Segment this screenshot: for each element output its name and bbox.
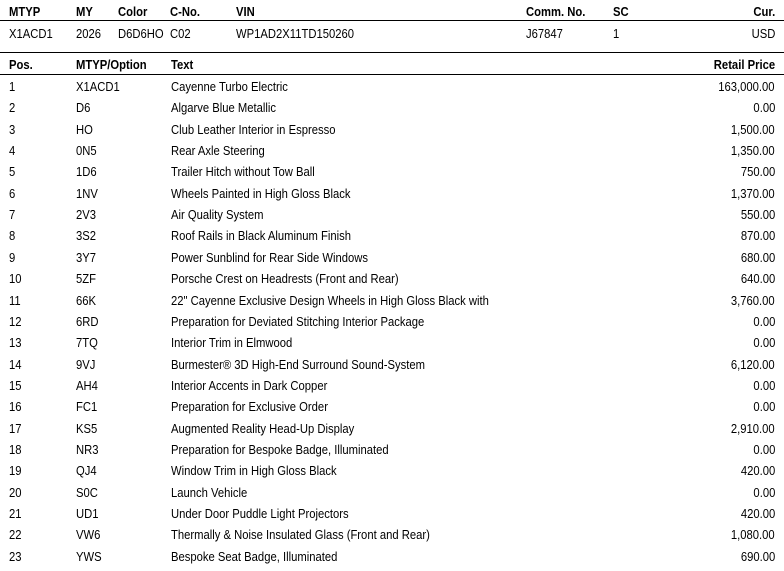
row-retail-price: 0.00 <box>753 400 775 415</box>
pos-column-header: Pos. <box>9 58 33 72</box>
row-description: Thermally & Noise Insulated Glass (Front and Rear) <box>171 528 430 543</box>
row-retail-price: 1,500.00 <box>731 122 775 137</box>
table-row <box>0 486 784 508</box>
row-description: Trailer Hitch without Tow Ball <box>171 165 315 180</box>
row-pos: 3 <box>9 122 16 137</box>
table-row <box>0 272 784 294</box>
table-row <box>0 550 784 571</box>
row-retail-price: 3,760.00 <box>731 293 775 308</box>
row-option-code: 3Y7 <box>76 250 97 265</box>
row-retail-price: 0.00 <box>753 336 775 351</box>
table-row <box>0 294 784 316</box>
row-retail-price: 0.00 <box>753 442 775 457</box>
row-description: Window Trim in High Gloss Black <box>171 464 337 479</box>
row-pos: 16 <box>9 400 22 415</box>
table-row <box>0 251 784 273</box>
mtyp-value: X1ACD1 <box>9 27 53 41</box>
table-row <box>0 229 784 251</box>
table-row <box>0 358 784 380</box>
row-pos: 9 <box>9 250 16 265</box>
row-option-code: KS5 <box>76 421 98 436</box>
row-retail-price: 1,080.00 <box>731 528 775 543</box>
row-pos: 8 <box>9 229 16 244</box>
section-divider <box>0 52 784 53</box>
row-option-code: 1D6 <box>76 165 97 180</box>
row-pos: 5 <box>9 165 16 180</box>
row-option-code: S0C <box>76 485 98 500</box>
row-pos: 4 <box>9 144 16 159</box>
c-no-label: C-No. <box>170 5 200 19</box>
row-option-code: D6 <box>76 101 91 116</box>
row-description: Porsche Crest on Headrests (Front and Rear) <box>171 272 399 287</box>
row-option-code: 6RD <box>76 314 99 329</box>
row-option-code: 7TQ <box>76 336 98 351</box>
row-pos: 2 <box>9 101 16 116</box>
color-label: Color <box>118 5 148 19</box>
row-option-code: FC1 <box>76 400 98 415</box>
options-table-header <box>0 58 784 80</box>
table-row <box>0 315 784 337</box>
row-retail-price: 680.00 <box>740 250 775 265</box>
row-description: Interior Accents in Dark Copper <box>171 378 328 393</box>
row-description: Interior Trim in Elmwood <box>171 336 293 351</box>
row-option-code: 2V3 <box>76 208 97 223</box>
row-retail-price: 0.00 <box>753 485 775 500</box>
table-row <box>0 144 784 166</box>
row-pos: 11 <box>9 293 21 308</box>
row-pos: 23 <box>9 549 22 564</box>
vin-value: WP1AD2X11TD150260 <box>236 27 354 41</box>
table-row <box>0 507 784 529</box>
table-row <box>0 443 784 465</box>
table-header-divider <box>0 74 784 75</box>
row-pos: 6 <box>9 186 16 201</box>
row-description: Preparation for Bespoke Badge, Illuminated <box>171 442 389 457</box>
row-description: 22" Cayenne Exclusive Design Wheels in High Gloss Black with <box>171 293 489 308</box>
row-option-code: 3S2 <box>76 229 97 244</box>
row-retail-price: 690.00 <box>740 549 775 564</box>
row-option-code: X1ACD1 <box>76 80 120 94</box>
table-row <box>0 101 784 123</box>
header-divider <box>0 20 784 21</box>
row-pos: 14 <box>9 357 22 372</box>
price-column-header: Retail Price <box>713 58 775 72</box>
row-retail-price: 0.00 <box>753 378 775 393</box>
row-option-code: 0N5 <box>76 144 97 159</box>
row-retail-price: 750.00 <box>740 165 775 180</box>
row-retail-price: 0.00 <box>753 314 775 329</box>
row-option-code: 9VJ <box>76 357 96 372</box>
currency-value: USD <box>751 27 775 41</box>
row-pos: 17 <box>9 421 22 436</box>
row-retail-price: 870.00 <box>740 229 775 244</box>
row-retail-price: 163,000.00 <box>718 80 775 94</box>
row-retail-price: 420.00 <box>740 507 775 521</box>
table-row <box>0 80 784 102</box>
vehicle-header <box>0 5 784 39</box>
row-retail-price: 640.00 <box>740 272 775 287</box>
row-pos: 10 <box>9 272 22 287</box>
row-option-code: NR3 <box>76 442 99 457</box>
model-year-label: MY <box>76 5 93 19</box>
row-description: Preparation for Deviated Stitching Interior Package <box>171 314 425 329</box>
row-description: Air Quality System <box>171 208 264 223</box>
table-row <box>0 422 784 444</box>
mtyp-label: MTYP <box>9 5 41 19</box>
row-retail-price: 550.00 <box>740 208 775 223</box>
currency-label: Cur. <box>753 5 775 19</box>
vin-label: VIN <box>236 5 255 19</box>
row-pos: 13 <box>9 336 22 351</box>
row-retail-price: 1,370.00 <box>731 186 775 201</box>
row-retail-price: 1,350.00 <box>731 144 775 159</box>
row-pos: 19 <box>9 464 22 479</box>
row-pos: 7 <box>9 208 16 223</box>
row-retail-price: 2,910.00 <box>731 421 775 436</box>
row-option-code: UD1 <box>76 507 99 521</box>
row-option-code: VW6 <box>76 528 101 543</box>
row-pos: 21 <box>9 507 22 521</box>
text-column-header: Text <box>171 58 194 72</box>
comm-no-label: Comm. No. <box>526 5 586 19</box>
table-row <box>0 336 784 358</box>
option-column-header: MTYP/Option <box>76 58 147 72</box>
table-row <box>0 379 784 401</box>
table-row <box>0 187 784 209</box>
row-description: Cayenne Turbo Electric <box>171 80 288 94</box>
row-pos: 12 <box>9 314 22 329</box>
row-retail-price: 6,120.00 <box>731 357 775 372</box>
table-row <box>0 165 784 187</box>
sc-label: SC <box>613 5 629 19</box>
row-retail-price: 0.00 <box>753 101 775 116</box>
row-option-code: QJ4 <box>76 464 97 479</box>
row-retail-price: 420.00 <box>740 464 775 479</box>
row-description: Burmester® 3D High-End Surround Sound-System <box>171 357 426 372</box>
row-option-code: HO <box>76 122 93 137</box>
row-description: Under Door Puddle Light Projectors <box>171 507 349 521</box>
row-description: Power Sunblind for Rear Side Windows <box>171 250 368 265</box>
row-description: Bespoke Seat Badge, Illuminated <box>171 549 338 564</box>
comm-no-value: J67847 <box>526 27 563 41</box>
row-pos: 20 <box>9 485 22 500</box>
row-description: Club Leather Interior in Espresso <box>171 122 336 137</box>
table-row <box>0 464 784 486</box>
row-pos: 15 <box>9 378 22 393</box>
row-description: Launch Vehicle <box>171 485 248 500</box>
row-pos: 18 <box>9 442 22 457</box>
row-description: Algarve Blue Metallic <box>171 101 277 116</box>
row-pos: 22 <box>9 528 22 543</box>
row-description: Roof Rails in Black Aluminum Finish <box>171 229 352 244</box>
table-row <box>0 123 784 145</box>
row-pos: 1 <box>9 80 16 94</box>
row-description: Wheels Painted in High Gloss Black <box>171 186 351 201</box>
table-row <box>0 400 784 422</box>
c-no-value: C02 <box>170 27 191 41</box>
sc-value: 1 <box>613 27 620 41</box>
table-row <box>0 208 784 230</box>
table-row <box>0 528 784 550</box>
row-description: Rear Axle Steering <box>171 144 265 159</box>
row-option-code: 66K <box>76 293 97 308</box>
color-value: D6D6HO <box>118 27 164 41</box>
row-option-code: 1NV <box>76 186 98 201</box>
row-description: Augmented Reality Head-Up Display <box>171 421 355 436</box>
row-option-code: AH4 <box>76 378 98 393</box>
model-year-value: 2026 <box>76 27 102 41</box>
row-description: Preparation for Exclusive Order <box>171 400 328 415</box>
row-option-code: YWS <box>76 549 102 564</box>
row-option-code: 5ZF <box>76 272 97 287</box>
